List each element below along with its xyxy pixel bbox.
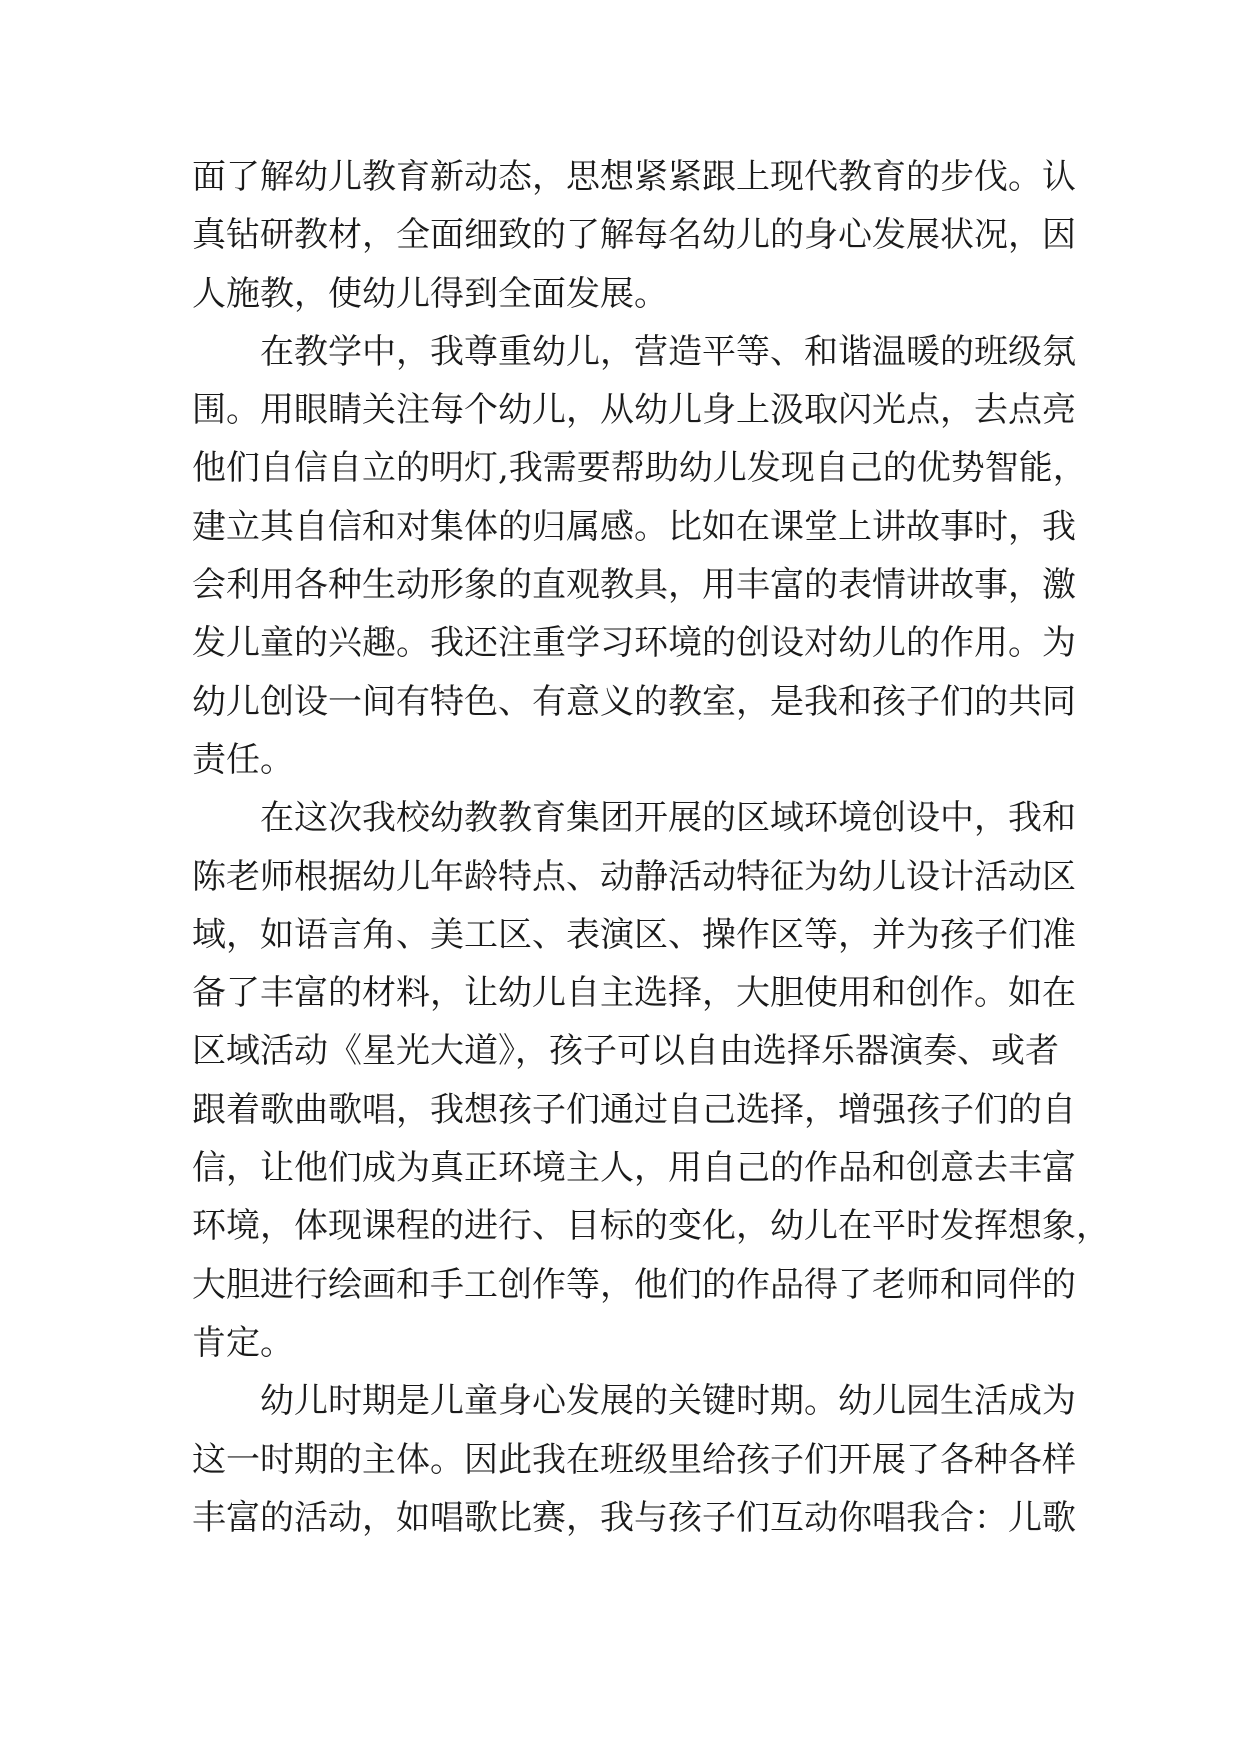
document-body: [192, 148, 1110, 1547]
text-line: 真钻研教材，全面细致的了解每名幼儿的身心发展状况，因: [192, 215, 1076, 256]
text-line: 幼儿创设一间有特色、有意义的教室，是我和孩子们的共同: [192, 681, 1076, 722]
text-line: 信，让他们成为真正环境主人，用自己的作品和创意去丰富: [192, 1148, 1076, 1189]
text-line: 责任。: [192, 739, 294, 780]
paragraph: [192, 148, 1076, 323]
text-line: 在教学中，我尊重幼儿，营造平等、和谐温暖的班级氛: [260, 331, 1076, 372]
paragraph: [192, 1372, 1076, 1547]
text-line: 域，如语言角、美工区、表演区、操作区等，并为孩子们准: [192, 914, 1076, 955]
text-line: 会利用各种生动形象的直观教具，用丰富的表情讲故事，激: [192, 565, 1076, 606]
text-line: 丰富的活动，如唱歌比赛，我与孩子们互动你唱我合：儿歌: [192, 1497, 1076, 1538]
text-line: 备了丰富的材料，让幼儿自主选择，大胆使用和创作。如在: [192, 973, 1076, 1014]
text-line: 面了解幼儿教育新动态，思想紧紧跟上现代教育的步伐。认: [192, 157, 1076, 197]
text-line: 围。用眼睛关注每个幼儿，从幼儿身上汲取闪光点，去点亮: [192, 390, 1076, 431]
text-line: 跟着歌曲歌唱，我想孩子们通过自己选择，增强孩子们的自: [192, 1089, 1076, 1130]
text-line: 幼儿时期是儿童身心发展的关键时期。幼儿园生活成为: [260, 1381, 1076, 1422]
paragraph: [192, 323, 1087, 789]
text-line: 肯定。: [192, 1322, 294, 1363]
text-line: 发儿童的兴趣。我还注重学习环境的创设对幼儿的作用。为: [192, 623, 1076, 664]
text-line: 人施教，使幼儿得到全面发展。: [192, 273, 668, 314]
text-line: 这一时期的主体。因此我在班级里给孩子们开展了各种各样: [192, 1439, 1076, 1480]
text-line: 建立其自信和对集体的归属感。比如在课堂上讲故事时，我: [192, 506, 1076, 547]
text-line: 他们自信自立的明灯,我需要帮助幼儿发现自己的优势智能，: [192, 448, 1087, 489]
text-line: 大胆进行绘画和手工创作等，他们的作品得了老师和同伴的: [192, 1264, 1076, 1305]
paragraph: [192, 789, 1110, 1372]
text-line: 区域活动《星光大道》，孩子可以自由选择乐器演奏、或者: [192, 1031, 1059, 1072]
text-line: 环境，体现课程的进行、目标的变化，幼儿在平时发挥想象，: [192, 1206, 1110, 1247]
text-line: 陈老师根据幼儿年龄特点、动静活动特征为幼儿设计活动区: [192, 856, 1076, 897]
text-line: 在这次我校幼教教育集团开展的区域环境创设中，我和: [260, 798, 1076, 839]
